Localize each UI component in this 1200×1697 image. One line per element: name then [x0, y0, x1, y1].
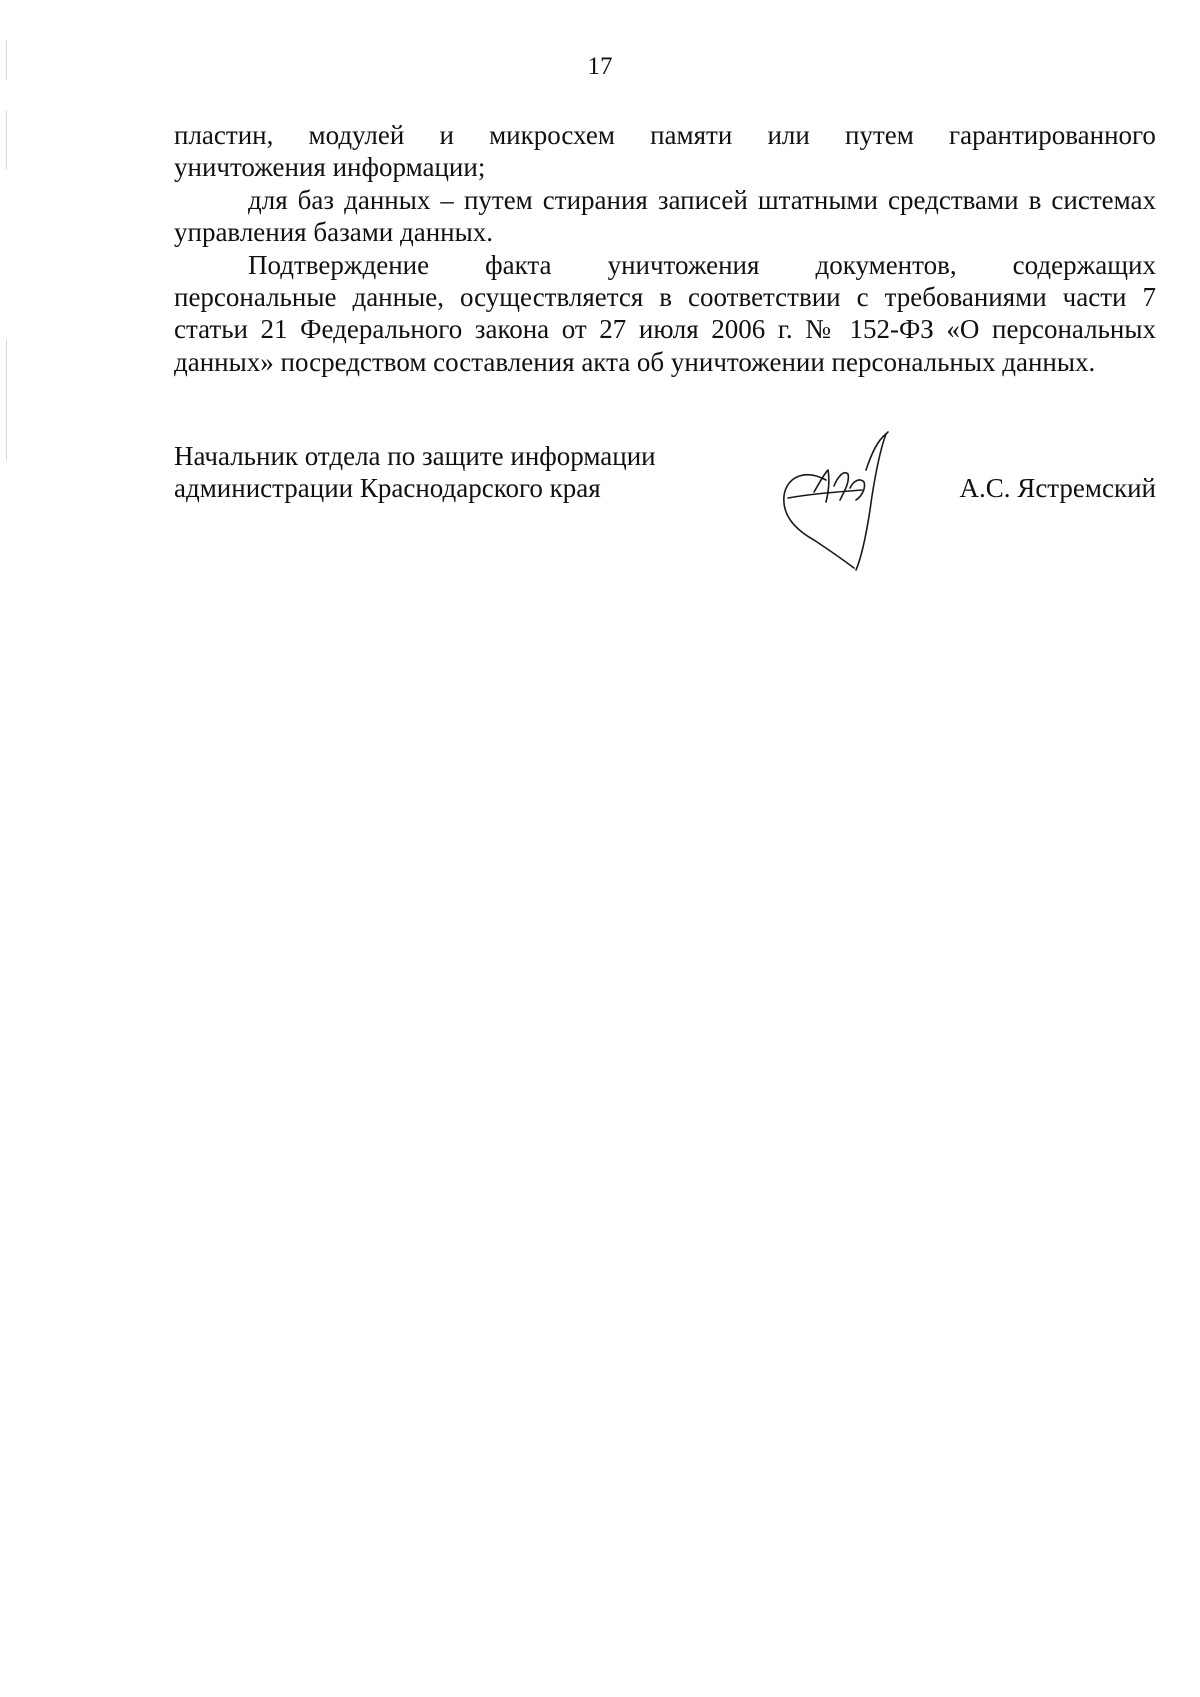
signature-block [174, 440, 1156, 580]
signatory-position-line-1: Начальник отдела по защите информации [174, 441, 656, 471]
word: пластин, [174, 120, 274, 150]
page-number: 17 [587, 53, 613, 80]
word: или [767, 120, 810, 150]
word: содержащих [1012, 249, 1156, 280]
handwritten-signature [774, 430, 904, 575]
word: документов, [815, 249, 957, 280]
word: и [439, 120, 454, 150]
word: факта [485, 249, 552, 280]
scan-edge-mark [6, 340, 7, 460]
word: Подтверждение [248, 249, 430, 280]
paragraph-1-first-line [174, 119, 1156, 151]
paragraph-2: для баз данных – путем стирания записей штатными средствами в системах управления базами данных. [174, 184, 1156, 248]
word: модулей [308, 120, 405, 150]
word: гарантированного [949, 120, 1156, 150]
document-body [174, 119, 1156, 378]
scan-edge-mark [6, 110, 7, 170]
paragraph-3-continuation: персональные данные, осуществляется в соответствии с требованиями части 7 статьи 21 Федерального закона от 27 июля 2006 г. № 152-ФЗ «О персональных данных» посредством составления акта об уничтожении персональных данных. [174, 282, 1156, 377]
paragraph-1-continuation: уничтожения информации; [174, 152, 486, 183]
word: путем [845, 120, 914, 150]
word: микросхем [489, 120, 615, 150]
paragraph-3-first-line [174, 249, 1156, 281]
signatory-position [174, 440, 734, 505]
signatory-name: А.С. Ястремский [959, 473, 1156, 503]
word: уничтожения [607, 249, 760, 280]
signatory-position-line-2: администрации Краснодарского края [174, 473, 601, 504]
word: памяти [650, 120, 733, 150]
